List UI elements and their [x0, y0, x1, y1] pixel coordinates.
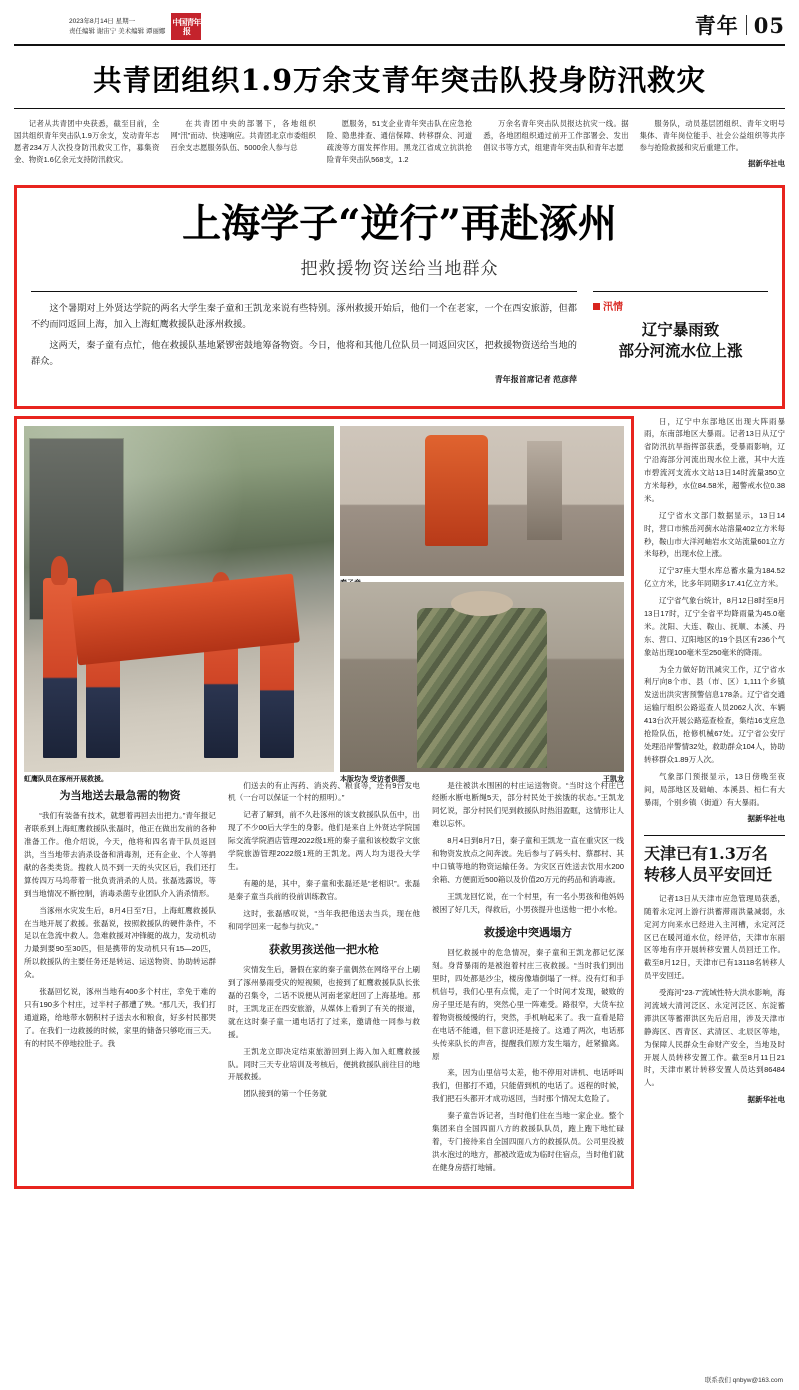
- photo-truck-caption: 虹鹰队员在涿州开展救援。: [24, 775, 108, 783]
- paragraph: 服务队，动员基层团组织、青年文明号集体、青年岗位能手、社会公益组织等共序参与抢险救援和灾后重建工作。: [639, 119, 785, 152]
- paragraph: 在共青团中央的部署下，各地组织网“汛”而动、快速响应。共青团北京市委组织百余支志愿服务队伍、5000余人参与总: [170, 119, 316, 152]
- photo-truck-image: [24, 426, 334, 772]
- photo-grid: [24, 426, 624, 783]
- paragraph: 秦子童告诉记者，当时他们住在当地一家企业。整个集团来自全国四面八方的救援队队员，跑上跑下地忙碌着，专门接待来自全国四面八方的救援队员。公司里没被洪水泡过的地方，都被改造成为临时住宿点，当时他们就在健身房搭打地铺。: [432, 1111, 624, 1172]
- photo-truck: [24, 426, 334, 783]
- paragraph: 记者从共青团中央获悉，截至目前，全国共组织青年突击队1.9万余支，发动青年志愿者234万人次投身防汛救灾工作，募集资金、物资1.6亿余元支持防汛救灾。: [14, 119, 160, 164]
- photo-soldier-image: [340, 582, 624, 772]
- paragraph: 记者13日从天津市应急管理局获悉，随着永定河上游行洪蓄滞雨洪量减弱，永定河方向来水已经进入主河槽，永定河泛区已在暖河道水位，经评估，天津市东丽区等地有序开展转移安置人员回迁工作。截至8月12日，天津市已有13118名转移人员平安回迁。: [644, 893, 785, 981]
- masthead: [14, 10, 785, 46]
- article-column-3: [432, 780, 624, 1179]
- paragraph: 当涿州水灾发生后，8月4日至7日，上海虹鹰救援队在当地开展了救援。张磊说，按照救援队的硬件条件，不足以在急流中救人。急难救援对冲锋艇的战力，发动机动力最到要90至30匹，但是携带的发动机只有15—20匹，所以救援队的主要任务还是转运、运送物资、协助转运群众。: [24, 905, 216, 980]
- paragraph: 记者了解到，前不久赴涿州的该支救援队队伍中，出现了不少00后大学生的身影。他们是来自上外贤达学院国际交流学院酒店管理2022级1班的秦子童和该校数字文旅学院旅游管理2022级1班的王凯龙。两人均为退役大学生。: [228, 810, 420, 871]
- contact-footer: 联系我们 qnbyw@163.com: [704, 1377, 783, 1384]
- photo-room-image: [340, 426, 624, 576]
- paragraph: 张磊回忆说，涿州当地有400多个村庄，幸免于难的只有190多个村庄，过半村子都遭了殃。“那几天，我们打通道路，给地带水朝积村子送去水和粮食，好多村民都哭了。在我们一边救援的时候，家里的储备只够吃而三天。有的村民不停地拉肚子。我: [24, 987, 216, 1048]
- subheading-landslide: 救援途中突遇塌方: [484, 925, 572, 939]
- section-name: 青年: [694, 13, 739, 38]
- news-source: 据新华社电: [747, 1095, 785, 1105]
- rail-headline-tianjin: 天津已有1.3万名 转移人员平安回迁: [644, 835, 785, 886]
- flood-tag: [593, 298, 768, 313]
- photo-room: [340, 426, 624, 576]
- paragraph: 来，因为山里信号太差，他不停用对讲机、电话呼叫我们，但都打不通，只能借到机的电话了。返程的时候，我们把石头都开才成功返回，当时那个情况太危险了。: [432, 1068, 624, 1104]
- feature-headline: 上海学子“逆行”再赴涿州: [182, 200, 617, 247]
- photo-soldier: [340, 582, 624, 783]
- paragraph: “我们有装备有技术，就想着再回去出把力。”青年报记者联系到上海虹鹰救援队张磊时，他正在做出发前的各种准备工作。他介绍说，今天，他将和四名青干队员返回洪，当当地带去消杀设备和消毒剂，还有企业、个人等捐献的各类类货。搜救人员不到一天的头灾区后，我们还打算传四万马坞带着一批负责消杀的人员。张磊选露说，等到当地情况不断控制，消毒杀菌专业团队介入消杀情形。: [24, 811, 216, 898]
- paragraph: 这个暑期对上外贤达学院的两名大学生秦子童和王凯龙来说有些特别。涿州救援开始后，他们一个在老家，一个在西安旅游，但都不约而同返回上海，加入上海虹鹰救援队赴涿州救援。: [31, 302, 577, 330]
- top-story-column: [483, 118, 628, 174]
- photo-soldier-caption: 王凯龙: [603, 775, 624, 783]
- top-story-column: [14, 118, 159, 174]
- paragraph: 回忆救援中的危急情况，秦子童和王凯龙都记忆深刻。身背暴雨的是被泡着村庄三夜救援。“当时我们到出里时，四处都是沙尘，楼房像墙倒塌了一样。没有灯和手机信号，我们心里有点慌，走了一个时间才发现，破败的房子里还是有的，突然心里一阵难受。路很窄，大货车拉着物资极缓慢的行，突然，手机响起来了。我一直看是陪在电话不能通，但下意识还是接了。这通了两次，电话那头传来队长的声音，提醒我们原方发生塌方，赶紧撤离。原: [432, 948, 624, 1061]
- paragraph: 辽宁省气象台统计，8月12日8时至8月13日17时，辽宁全省平均降雨量为45.0毫米。沈阳、大连、鞍山、抚顺、本溪、丹东、营口、辽阳地区的19个县区有236个气象站出现100毫米至250毫米的降雨。: [644, 596, 785, 657]
- masthead-meta: [14, 17, 165, 37]
- editor-credits: 责任编辑 谢宙宁 美术编辑 谭丽娜: [69, 27, 166, 35]
- publication-logo: 中国青年报: [171, 13, 201, 40]
- photo-credit: 本版均为 受访者供图: [340, 775, 405, 783]
- lower-section: [14, 416, 785, 1189]
- feature-story-box: [14, 185, 785, 409]
- paragraph: 王凯龙立即决定结束旅游回到上海入加入虹鹰救援队。同时三天专业培训及考核后，便挑救援队前往目的地开展救援。: [228, 1046, 420, 1082]
- article-column-2: [228, 780, 420, 1179]
- photo-article-box: [14, 416, 634, 1189]
- feature-body-columns: [24, 780, 624, 1179]
- paragraph: 受海河“23·7”流域性特大洪水影响，海河流域大清河泛区、永定河泛区、东淀蓄滞洪区等蓄滞洪区先后启用，涉及天津市静海区、西青区、武清区、北辰区等地，为保障人民群众生命财产安全，当地及时开展人员转移安置工作。截至8月11日21时，天津市累计转移安置人员达到86484人。: [644, 988, 785, 1088]
- paragraph: 为全力做好防汛减灾工作，辽宁省水利厅向8个市、县（市、区）1,111个乡镇发送出洪灾害预警信息178条。辽宁省交通运输厅组织公路巡查人员2062人次、车辆413台次开展公路巡查检查，集结16支应急抢险队伍，抢修机械67处。辽宁省公安厅处理沿岸警情32处，救助群众104人，协助转移群众1.89万人次。: [644, 664, 785, 764]
- paragraph: 辽宁省水文部门数据显示，13日14时，营口市熊岳河蓟水站溶量402立方米每秒，鞍山市大洋河岫岩水文站流量601立方米每秒，出现水位上涨。: [644, 510, 785, 559]
- page-number: 05: [753, 12, 785, 38]
- publication-date: 2023年8月14日 星期一: [69, 17, 136, 25]
- paragraph: 灾情发生后，暑假在家的秦子童偶然在网络平台上刷到了涿州暴雨受灾的短视频，也接到了虹鹰救援队队长张磊的召集令，二话不说便从河南老家赶回了上海基地。那时，王凯龙正在西安旅游，从媒体上看到了有关的报道，就在这时秦子童一通电话打了过来，邀请他一同参与救援。: [228, 965, 420, 1039]
- sidebar-headline: 辽宁暴雨致 部分河流水位上涨: [618, 319, 743, 360]
- right-rail: [644, 416, 785, 1189]
- subheading-supplies: 为当地送去最急需的物资: [59, 788, 181, 802]
- paragraph: 气象部门预报显示，13日傍晚至夜间，局部地区及础岫、本溪县、桓仁有大暴雨，个别乡镇（街道）有大暴雨。: [644, 771, 785, 807]
- paragraph: 辽宁37座大型水库总蓄水量为184.52亿立方米，比多年同期多17.41亿立方米。: [644, 566, 785, 589]
- news-source: 据新华社电: [748, 158, 785, 168]
- paragraph: 王凯龙回忆说，在一个村里，有一名小男孩和他妈妈被困了好几天，得救后，小男孩提升也送他一把小水枪。: [432, 891, 624, 914]
- feature-lead-text: [31, 291, 577, 392]
- top-story-column: [170, 118, 315, 174]
- masthead-right: [695, 10, 785, 40]
- top-story-headline: 共青团组织1.9万余支青年突击队投身防汛救灾: [14, 58, 785, 109]
- divider: [746, 15, 747, 35]
- feature-byline: 青年报首席记者 范彦萍: [494, 375, 577, 385]
- paragraph: 万余名青年突击队员报达抗灾一线。据悉，各地团组织通过前开工作部署会、发出倡议书等方式，组建青年突击队和青年志愿: [483, 119, 629, 152]
- feature-subheadline: 把救援物资送给当地群众: [300, 258, 499, 279]
- sidebar-flood-news: [593, 291, 768, 362]
- paragraph: 这两天，秦子童有点忙，他在救援队基地紧锣密鼓地筹备物资。今日，他将和其他几位队员一同返回灾区，把救援物资送给当地的群众。: [31, 339, 577, 366]
- paragraph: 日，辽宁中东部地区出现大阵雨暴雨，东南部地区大暴雨。记者13日从辽宁省防汛抗旱指挥部获悉，受暴雨影响，辽宁沿海部分河流出现水位上涨，其中大连市碧流河支流水文站13日14时流量350立方米每秒，水位84.58米，超警戒水位0.38米。: [644, 416, 785, 503]
- paragraph: 们送去的有止泻药、消炎药、粮食等，还有9台发电机（一台可以保证一个村的照明）。”: [228, 780, 420, 803]
- masthead-left: [14, 13, 201, 40]
- flood-tag-label: 汛情: [603, 301, 623, 313]
- top-story-columns: [14, 118, 785, 179]
- square-icon: [593, 303, 600, 310]
- paragraph: 团队接到的第一个任务就: [243, 1089, 327, 1099]
- top-story-column: [327, 118, 472, 174]
- top-story-column: [640, 118, 785, 174]
- paragraph: 愿服务，51支企业青年突击队在应急抢险、隐患排查、通信保障、转移群众、河道疏浚等方面发挥作用。黑龙江省成立抗洪抢险青年突击队568支，1.2: [326, 119, 473, 164]
- news-source: 据新华社电: [747, 814, 785, 824]
- article-column-1: [24, 780, 216, 1179]
- subheading-watergun: 获救男孩送他一把水枪: [269, 942, 379, 956]
- feature-body-wrap: [31, 291, 768, 392]
- paragraph: 有趣的是，其中，秦子童和张磊还是“老相识”。张磊是秦子童当兵前的役前训练教官。: [228, 878, 420, 901]
- paragraph: 这时，张磊感叹说，“当年我把他送去当兵，现在他和同学回来一起参与抗灾。”: [228, 908, 420, 931]
- paragraph: 8月4日到8月7日，秦子童和王凯龙一直在重灾区一线和物资发放点之间奔波。先后参与了码头村、蔡郡村、其中口镇等地的物资运输任务。为灾区百姓送去饮用水200余箱、方便面近500箱以及价值20万元的药品和消毒液。: [432, 836, 624, 884]
- paragraph: 是往被洪水围困的村庄运送物资。“当时这个村庄已经断水断电断绳5天，部分村民处于挨饿的状态。”王凯龙同忆说，部分村民们见到救援队时热泪盈眶，这情形让人难以忘怀。: [432, 780, 624, 829]
